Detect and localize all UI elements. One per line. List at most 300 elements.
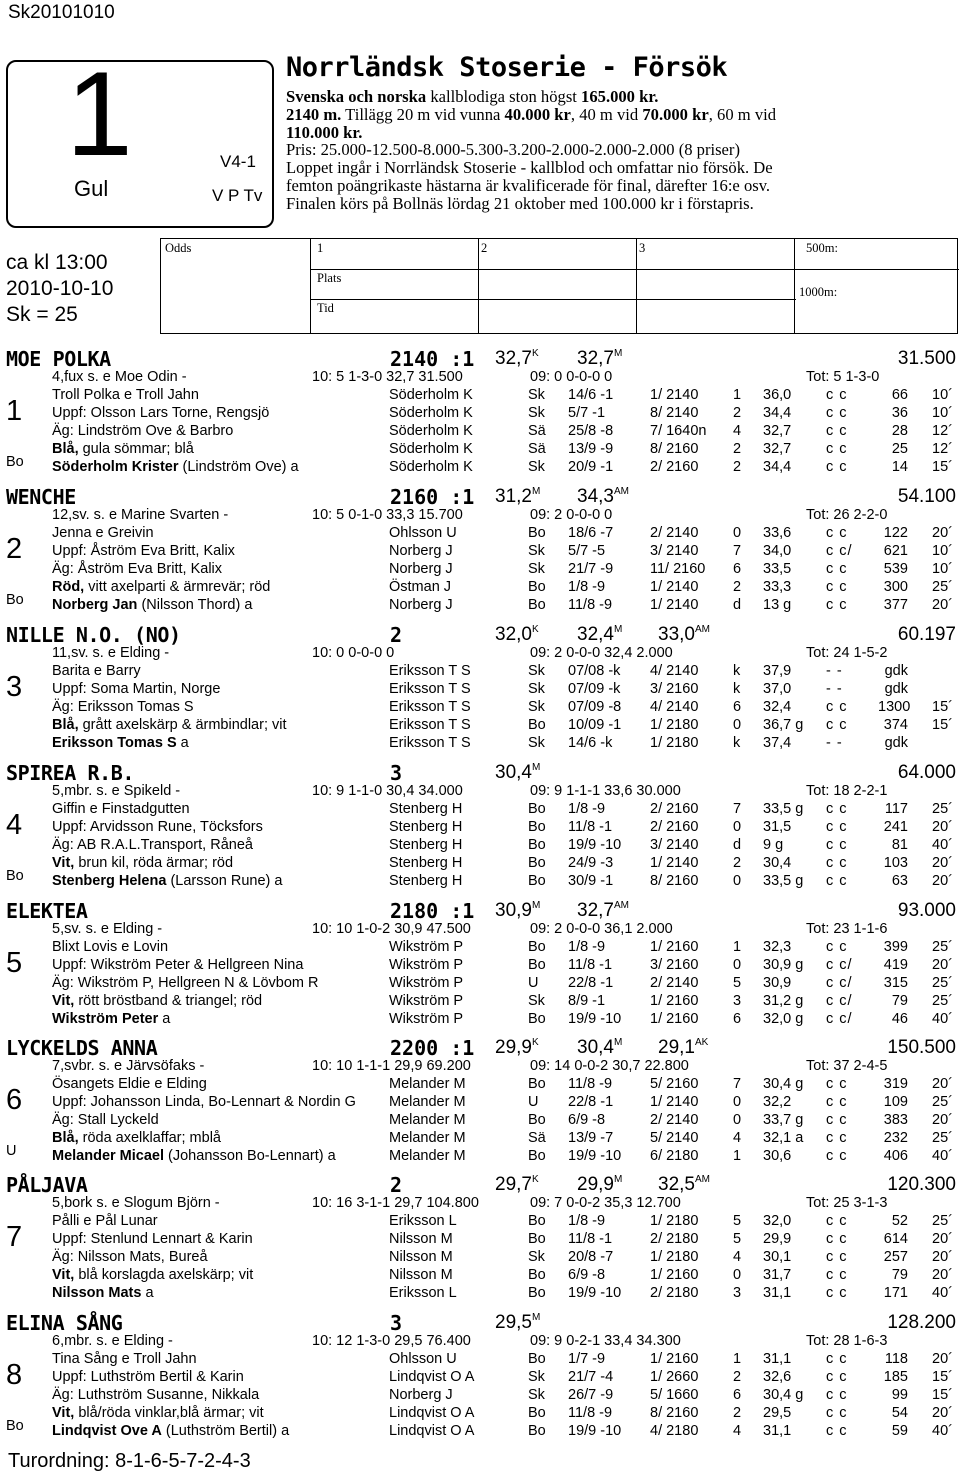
start-prize-level: 12´ bbox=[932, 441, 953, 457]
start-date: 25/8 -8 bbox=[568, 423, 614, 439]
start-time-result: 36,7 g bbox=[763, 717, 804, 733]
start-odds: gdk bbox=[884, 681, 908, 697]
start-prize-level: 15´ bbox=[932, 699, 953, 715]
game-type: V4-1 bbox=[220, 152, 256, 171]
start-lane: 7 bbox=[733, 543, 742, 559]
start-date: 11/8 -1 bbox=[568, 819, 613, 835]
start-track: Sä bbox=[528, 1130, 546, 1146]
stats-2009: 09: 0 0-0-0 0 bbox=[530, 369, 613, 385]
start-track: Bo bbox=[528, 525, 546, 541]
start-shoes: c c bbox=[826, 801, 848, 817]
start-position: 1/ 2140 bbox=[650, 855, 699, 871]
horse-record bbox=[577, 486, 629, 508]
start-position: 8/ 2160 bbox=[650, 873, 699, 889]
start-lane: 3 bbox=[733, 1285, 742, 1301]
grid-place-1: 1 bbox=[317, 241, 324, 255]
start-lane: k bbox=[733, 735, 741, 751]
race-description: Svenska och norska kallblodiga ston högst 165.000 kr. 2140 m. Tillägg 20 m vid vunna 40.000 kr, 40 m vid 70.000 kr, 60 m vid 110.000 kr. Pris: 25.000-12.500-8.000-5.300-3.200-2.000-2.000-2.000 (8 priser) Loppet ingår i Norrländsk Stoserie - kallblod och omfattar nio försök. De femton poängrikaste hästarna är kvalificerade för final, därefter 16:e osv. Finalen körs på Bollnäs lördag 21 oktober med 100.000 kr i förstapris. bbox=[286, 87, 777, 213]
start-odds: 81 bbox=[891, 837, 908, 853]
driver bbox=[52, 459, 299, 475]
grid-plats-label: Plats bbox=[317, 271, 342, 285]
start-number: 5 bbox=[6, 947, 23, 979]
start-trainer: Eriksson T S bbox=[389, 699, 471, 715]
start-odds: 406 bbox=[883, 1148, 908, 1164]
record-type: K bbox=[531, 1037, 539, 1048]
start-lane: 2 bbox=[733, 459, 742, 475]
start-shoes: c c bbox=[826, 1076, 848, 1092]
start-trainer: Nilsson M bbox=[389, 1249, 453, 1265]
start-time-result: 31,7 bbox=[763, 1267, 792, 1283]
start-shoes: c c bbox=[826, 699, 848, 715]
colors-main: Blå, bbox=[52, 441, 79, 457]
start-position: 1/ 2180 bbox=[650, 1213, 699, 1229]
start-odds: 232 bbox=[883, 1130, 908, 1146]
start-track: Bo bbox=[528, 1351, 546, 1367]
racing-colors bbox=[52, 1130, 221, 1146]
start-prize-level: 20´ bbox=[932, 873, 953, 889]
start-trainer: Norberg J bbox=[389, 597, 453, 613]
record-value: 32,7 bbox=[495, 348, 532, 369]
page-id: Sk20101010 bbox=[8, 2, 115, 23]
horse-breeder: Uppf: Luthström Bertil & Karin bbox=[52, 1369, 244, 1385]
start-time-result: 32,4 bbox=[763, 699, 792, 715]
start-lane: 0 bbox=[733, 1112, 742, 1128]
start-position: 6/ 2180 bbox=[650, 1148, 699, 1164]
start-trainer: Wikström P bbox=[389, 1011, 464, 1027]
start-order: Turordning: 8-1-6-5-7-2-4-3 bbox=[8, 1450, 251, 1472]
start-shoes: c c bbox=[826, 579, 848, 595]
start-odds: 399 bbox=[883, 939, 908, 955]
start-time-result: 30,9 bbox=[763, 975, 792, 991]
start-position: 11/ 2160 bbox=[650, 561, 706, 577]
start-lane: 4 bbox=[733, 423, 742, 439]
start-odds: 66 bbox=[891, 387, 908, 403]
horse-record bbox=[658, 1174, 710, 1196]
horse-distance: 2160 :1 bbox=[390, 485, 475, 509]
horse-record bbox=[577, 1037, 622, 1059]
start-lane: 0 bbox=[733, 1267, 742, 1283]
stats-2009: 09: 14 0-0-2 30,7 22.800 bbox=[530, 1058, 689, 1074]
start-time-result: 31,5 bbox=[763, 819, 792, 835]
start-shoes: c c/ bbox=[826, 975, 853, 991]
driver bbox=[52, 597, 252, 613]
driver bbox=[52, 1148, 336, 1164]
stats-2009: 09: 7 0-0-2 35,3 12.700 bbox=[530, 1195, 681, 1211]
start-position: 5/ 1660 bbox=[650, 1387, 699, 1403]
start-prize-level: 40´ bbox=[932, 1011, 953, 1027]
start-trainer: Wikström P bbox=[389, 993, 464, 1009]
start-position: 2/ 2160 bbox=[650, 459, 699, 475]
record-type: K bbox=[531, 348, 539, 359]
horse-record bbox=[495, 1037, 539, 1059]
start-lane: 0 bbox=[733, 525, 742, 541]
driver bbox=[52, 1285, 154, 1301]
start-odds: 79 bbox=[891, 993, 908, 1009]
start-time-result: 32,1 a bbox=[763, 1130, 804, 1146]
start-position: 1/ 2160 bbox=[650, 993, 699, 1009]
start-time-result: 32,6 bbox=[763, 1369, 792, 1385]
driver-rest: a bbox=[176, 735, 189, 751]
start-prize-level: 40´ bbox=[932, 1148, 953, 1164]
start-shoes: - - bbox=[826, 681, 843, 697]
stats-total: Tot: 25 3-1-3 bbox=[806, 1195, 888, 1211]
stats-2009: 09: 9 0-2-1 33,4 34.300 bbox=[530, 1333, 681, 1349]
horse-owner: Äg: Stall Lyckeld bbox=[52, 1112, 159, 1128]
start-number: 2 bbox=[6, 533, 23, 565]
start-odds: 122 bbox=[883, 525, 908, 541]
start-lane: d bbox=[733, 597, 742, 613]
horse-name: ELEKTEA bbox=[6, 899, 88, 923]
start-odds: 118 bbox=[884, 1351, 908, 1367]
start-time-result: 30,4 g bbox=[763, 1387, 804, 1403]
start-shoes: c c bbox=[826, 1130, 848, 1146]
sk-value: Sk = 25 bbox=[6, 303, 78, 326]
start-date: 20/9 -1 bbox=[568, 459, 614, 475]
stats-2009: 09: 2 0-0-0 36,1 2.000 bbox=[530, 921, 673, 937]
start-time-result: 33,3 bbox=[763, 579, 792, 595]
start-lane: k bbox=[733, 663, 741, 679]
colors-rest: rött bröstband & triangel; röd bbox=[74, 993, 263, 1009]
horse-name: PÅLJAVA bbox=[6, 1173, 88, 1197]
horse-distance: 2 bbox=[390, 623, 403, 647]
driver-name: Norberg Jan bbox=[52, 597, 138, 613]
start-trainer: Norberg J bbox=[389, 1387, 453, 1403]
start-prize-level: 20´ bbox=[932, 1405, 953, 1421]
start-trainer: Lindqvist O A bbox=[389, 1423, 475, 1439]
horse-record bbox=[495, 348, 539, 370]
start-odds: 52 bbox=[891, 1213, 908, 1229]
start-position: 2/ 2140 bbox=[650, 975, 699, 991]
start-trainer: Wikström P bbox=[389, 975, 464, 991]
start-date: 11/8 -1 bbox=[568, 957, 613, 973]
start-time-result: 33,5 bbox=[763, 561, 792, 577]
colors-rest: grått axelskärp & ärmbindlar; vit bbox=[78, 717, 287, 733]
start-position: 2/ 2160 bbox=[650, 819, 699, 835]
start-prize-level: 20´ bbox=[932, 525, 953, 541]
start-shoes: c c bbox=[826, 1351, 848, 1367]
start-position: 7/ 1640n bbox=[650, 423, 707, 439]
start-position: 1/ 2160 bbox=[650, 939, 699, 955]
start-position: 2/ 2160 bbox=[650, 801, 699, 817]
start-date: 26/7 -9 bbox=[568, 1387, 614, 1403]
horse-owner: Äg: Åström Eva Britt, Kalix bbox=[52, 561, 223, 577]
start-track: Sk bbox=[528, 1249, 545, 1265]
start-trainer: Stenberg H bbox=[389, 873, 463, 889]
record-value: 34,3 bbox=[577, 486, 614, 507]
record-type: K bbox=[531, 1174, 539, 1185]
start-track: Sk bbox=[528, 1387, 545, 1403]
record-type: AM bbox=[694, 624, 710, 635]
start-lane: 5 bbox=[733, 1231, 742, 1247]
start-position: 5/ 2160 bbox=[650, 1076, 699, 1092]
horse-owner: Äg: Luthström Susanne, Nikkala bbox=[52, 1387, 260, 1403]
race-date: 2010-10-10 bbox=[6, 277, 114, 300]
start-date: 30/9 -1 bbox=[568, 873, 614, 889]
horse-owner: Äg: Eriksson Tomas S bbox=[52, 699, 194, 715]
start-time-result: 32,0 g bbox=[763, 1011, 804, 1027]
start-time-result: 33,7 g bbox=[763, 1112, 804, 1128]
start-shoes: c c bbox=[826, 1423, 848, 1439]
start-shoes: c c bbox=[826, 855, 848, 871]
record-type: M bbox=[531, 900, 541, 911]
record-type: M bbox=[531, 762, 541, 773]
horse-distance: 2200 :1 bbox=[390, 1036, 475, 1060]
start-trainer: Wikström P bbox=[389, 957, 464, 973]
stats-total: Tot: 37 2-4-5 bbox=[806, 1058, 888, 1074]
colors-rest: blå/röda vinklar,blå ärmar; vit bbox=[74, 1405, 264, 1421]
start-odds: 117 bbox=[884, 801, 908, 817]
start-prize-level: 20´ bbox=[932, 1231, 953, 1247]
start-track: Sk bbox=[528, 663, 545, 679]
start-trainer: Melander M bbox=[389, 1112, 466, 1128]
horse-record bbox=[577, 900, 629, 922]
start-trainer: Stenberg H bbox=[389, 801, 463, 817]
stats-2010: 10: 10 1-1-1 29,9 69.200 bbox=[312, 1058, 471, 1074]
start-lane: 5 bbox=[733, 1213, 742, 1229]
colors-main: Vit, bbox=[52, 855, 75, 871]
start-date: 8/9 -1 bbox=[568, 993, 606, 1009]
start-trainer: Stenberg H bbox=[389, 819, 463, 835]
start-trainer: Norberg J bbox=[389, 543, 453, 559]
start-odds: 374 bbox=[883, 717, 908, 733]
start-prize-level: 40´ bbox=[932, 1285, 953, 1301]
start-trainer: Norberg J bbox=[389, 561, 453, 577]
start-shoes: c c bbox=[826, 873, 848, 889]
horse-dam: Blixt Lovis e Lovin bbox=[52, 939, 169, 955]
start-time-result: 30,1 bbox=[763, 1249, 792, 1265]
start-odds: 614 bbox=[883, 1231, 908, 1247]
grid-500m-label: 500m: bbox=[806, 241, 838, 255]
start-prize-level: 10´ bbox=[932, 387, 953, 403]
start-position: 1/ 2180 bbox=[650, 1249, 699, 1265]
start-time-result: 13 g bbox=[763, 597, 792, 613]
start-lane: 2 bbox=[733, 441, 742, 457]
horse-breeder: Uppf: Stenlund Lennart & Karin bbox=[52, 1231, 253, 1247]
start-number: 4 bbox=[6, 809, 23, 841]
start-shoes: c c bbox=[826, 561, 848, 577]
start-track: Bo bbox=[528, 1267, 546, 1283]
start-lane: k bbox=[733, 681, 741, 697]
start-time-result: 32,7 bbox=[763, 423, 792, 439]
start-position: 4/ 2140 bbox=[650, 699, 699, 715]
horse-name: ELINA SÅNG bbox=[6, 1311, 123, 1335]
start-odds: gdk bbox=[884, 663, 908, 679]
start-lane: 7 bbox=[733, 801, 742, 817]
start-prize-level: 40´ bbox=[932, 837, 953, 853]
start-position: 1/ 2140 bbox=[650, 387, 699, 403]
horse-age-sire: 6,mbr. s. e Elding - bbox=[52, 1333, 173, 1349]
start-time-result: 32,0 bbox=[763, 1213, 792, 1229]
racing-colors bbox=[52, 441, 194, 457]
record-type: M bbox=[613, 348, 623, 359]
start-time-result: 33,6 bbox=[763, 525, 792, 541]
start-date: 24/9 -3 bbox=[568, 855, 614, 871]
start-time-result: 32,2 bbox=[763, 1094, 792, 1110]
start-track: Bo bbox=[528, 1405, 546, 1421]
start-date: 21/7 -4 bbox=[568, 1369, 614, 1385]
start-trainer: Wikström P bbox=[389, 939, 464, 955]
horse-age-sire: 4,fux s. e Moe Odin - bbox=[52, 369, 187, 385]
start-position: 1/ 2180 bbox=[650, 717, 699, 733]
start-prize-level: 10´ bbox=[932, 405, 953, 421]
horse-entry bbox=[0, 347, 960, 479]
start-track: Bo bbox=[528, 939, 546, 955]
start-position: 8/ 2160 bbox=[650, 1405, 699, 1421]
record-value: 29,7 bbox=[495, 1174, 532, 1195]
start-trainer: Stenberg H bbox=[389, 837, 463, 853]
horse-entry bbox=[0, 761, 960, 893]
start-track: Sä bbox=[528, 423, 546, 439]
home-track: U bbox=[6, 1143, 17, 1159]
horse-dam: Tina Sång e Troll Jahn bbox=[52, 1351, 197, 1367]
start-track: U bbox=[528, 975, 539, 991]
start-prize-level: 40´ bbox=[932, 1423, 953, 1439]
home-track: Bo bbox=[6, 592, 24, 608]
horse-entry bbox=[0, 899, 960, 1031]
start-track: U bbox=[528, 1094, 539, 1110]
start-date: 22/8 -1 bbox=[568, 975, 614, 991]
record-type: M bbox=[531, 1312, 541, 1323]
start-date: 1/8 -9 bbox=[568, 801, 606, 817]
home-track: Bo bbox=[6, 1418, 24, 1434]
start-prize-level: 25´ bbox=[932, 579, 953, 595]
colors-rest: brun kil, röda ärmar; röd bbox=[74, 855, 234, 871]
start-time-result: 33,5 g bbox=[763, 873, 804, 889]
driver-rest: a bbox=[141, 1285, 154, 1301]
start-prize-level: 25´ bbox=[932, 1094, 953, 1110]
start-date: 1/8 -9 bbox=[568, 1213, 606, 1229]
record-type: M bbox=[613, 1174, 623, 1185]
horse-earnings: 150.500 bbox=[887, 1037, 956, 1058]
start-date: 1/8 -9 bbox=[568, 939, 606, 955]
start-time-result: 31,2 g bbox=[763, 993, 804, 1009]
start-track: Sk bbox=[528, 405, 545, 421]
start-prize-level: 20´ bbox=[932, 1076, 953, 1092]
stats-total: Tot: 5 1-3-0 bbox=[806, 369, 880, 385]
start-shoes: c c bbox=[826, 525, 848, 541]
colors-main: Blå, bbox=[52, 717, 79, 733]
colors-main: Blå, bbox=[52, 1130, 79, 1146]
start-lane: 2 bbox=[733, 405, 742, 421]
start-time-result: 30,4 bbox=[763, 855, 792, 871]
horse-earnings: 64.000 bbox=[897, 762, 956, 783]
horse-entry bbox=[0, 623, 960, 755]
record-value: 30,4 bbox=[495, 762, 532, 783]
horse-owner: Äg: AB R.A.L.Transport, Råneå bbox=[52, 837, 253, 853]
start-shoes: c c bbox=[826, 819, 848, 835]
start-odds: 25 bbox=[891, 441, 908, 457]
start-trainer: Ohlsson U bbox=[389, 1351, 457, 1367]
start-lane: d bbox=[733, 837, 742, 853]
race-time-block bbox=[6, 250, 113, 328]
record-type: AM bbox=[694, 1174, 710, 1185]
start-date: 13/9 -7 bbox=[568, 1130, 614, 1146]
start-odds: 54 bbox=[891, 1405, 908, 1421]
start-date: 20/8 -7 bbox=[568, 1249, 614, 1265]
racing-colors bbox=[52, 855, 233, 871]
horse-entry bbox=[0, 1173, 960, 1305]
start-position: 2/ 2140 bbox=[650, 525, 699, 541]
horse-dam: Troll Polka e Troll Jahn bbox=[52, 387, 199, 403]
start-shoes: c c bbox=[826, 1267, 848, 1283]
start-lane: 2 bbox=[733, 855, 742, 871]
record-type: AM bbox=[613, 900, 629, 911]
start-number: 1 bbox=[6, 395, 23, 427]
start-date: 11/8 -1 bbox=[568, 1231, 613, 1247]
driver-name: Melander Micael bbox=[52, 1148, 165, 1164]
start-shoes: c c/ bbox=[826, 957, 853, 973]
start-odds: 539 bbox=[883, 561, 908, 577]
start-trainer: Ohlsson U bbox=[389, 525, 457, 541]
stats-total: Tot: 24 1-5-2 bbox=[806, 645, 888, 661]
record-value: 33,0 bbox=[658, 624, 695, 645]
horse-name: MOE POLKA bbox=[6, 347, 111, 371]
colors-rest: röda axelklaffar; mblå bbox=[78, 1130, 221, 1146]
start-track: Bo bbox=[528, 1148, 546, 1164]
start-odds: 103 bbox=[883, 855, 908, 871]
start-odds: gdk bbox=[884, 735, 908, 751]
horse-age-sire: 7,svbr. s. e Järvsöfaks - bbox=[52, 1058, 205, 1074]
start-trainer: Östman J bbox=[389, 579, 452, 595]
start-trainer: Eriksson T S bbox=[389, 663, 471, 679]
start-lane: 1 bbox=[733, 387, 742, 403]
horse-entry bbox=[0, 1311, 960, 1443]
start-shoes: c c bbox=[826, 717, 848, 733]
record-type: K bbox=[531, 624, 539, 635]
horse-breeder: Uppf: Johansson Linda, Bo-Lennart & Nordin G bbox=[52, 1094, 356, 1110]
horse-owner: Äg: Lindström Ove & Barbro bbox=[52, 423, 234, 439]
horse-name: LYCKELDS ANNA bbox=[6, 1036, 158, 1060]
horse-distance: 3 bbox=[390, 1311, 403, 1335]
stats-2010: 10: 12 1-3-0 29,5 76.400 bbox=[312, 1333, 471, 1349]
start-lane: 1 bbox=[733, 1148, 742, 1164]
start-track: Sk bbox=[528, 1369, 545, 1385]
horse-breeder: Uppf: Arvidsson Rune, Töcksfors bbox=[52, 819, 263, 835]
start-lane: 3 bbox=[733, 993, 742, 1009]
record-type: M bbox=[531, 486, 541, 497]
start-date: 5/7 -5 bbox=[568, 543, 606, 559]
horse-distance: 2180 :1 bbox=[390, 899, 475, 923]
start-prize-level: 25´ bbox=[932, 939, 953, 955]
horse-entry bbox=[0, 1036, 960, 1168]
start-lane: 0 bbox=[733, 957, 742, 973]
start-trainer: Eriksson L bbox=[389, 1213, 457, 1229]
start-prize-level: 20´ bbox=[932, 1351, 953, 1367]
driver-name: Eriksson Tomas S bbox=[52, 735, 177, 751]
start-time-result: 37,9 bbox=[763, 663, 792, 679]
start-prize-level: 20´ bbox=[932, 855, 953, 871]
record-value: 32,4 bbox=[577, 624, 614, 645]
start-lane: 0 bbox=[733, 1094, 742, 1110]
start-trainer: Eriksson T S bbox=[389, 681, 471, 697]
record-value: 29,9 bbox=[495, 1037, 532, 1058]
start-shoes: c c bbox=[826, 939, 848, 955]
start-odds: 28 bbox=[891, 423, 908, 439]
start-trainer: Melander M bbox=[389, 1148, 466, 1164]
start-shoes: c c/ bbox=[826, 993, 853, 1009]
start-position: 1/ 2160 bbox=[650, 1011, 699, 1027]
start-track: Bo bbox=[528, 1112, 546, 1128]
start-odds: 79 bbox=[891, 1267, 908, 1283]
start-shoes: c c bbox=[826, 1231, 848, 1247]
start-track: Sk bbox=[528, 735, 545, 751]
race-color: Gul bbox=[74, 176, 109, 201]
driver bbox=[52, 735, 189, 751]
start-number: 7 bbox=[6, 1221, 23, 1253]
start-track: Bo bbox=[528, 1285, 546, 1301]
record-value: 30,4 bbox=[577, 1037, 614, 1058]
start-odds: 99 bbox=[891, 1387, 908, 1403]
